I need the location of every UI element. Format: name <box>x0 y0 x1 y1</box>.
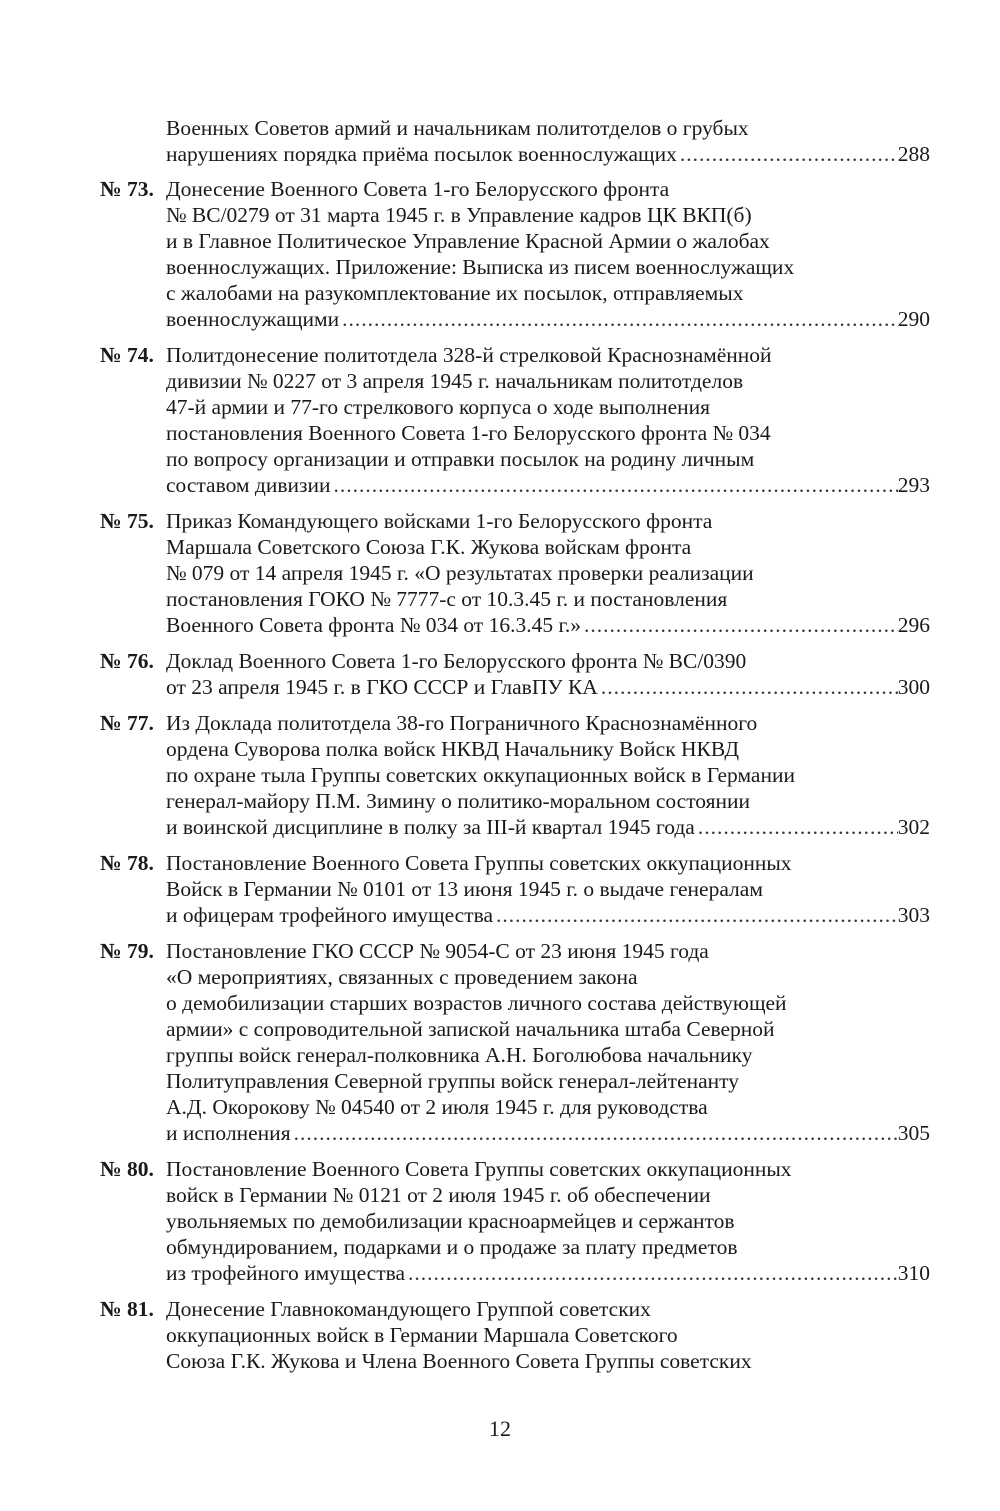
entry-line: А.Д. Окорокову № 04540 от 2 июля 1945 г. для руководства <box>166 1095 708 1119</box>
dot-leader <box>581 612 898 638</box>
page-number: 290 <box>897 307 930 331</box>
page-number: 310 <box>897 1261 930 1285</box>
entry-line: «О мероприятиях, связанных с проведением закона <box>166 965 638 989</box>
entry-line: военнослужащих. Приложение: Выписка из писем военнослужащих <box>166 255 795 279</box>
entry-line: обмундированием, подарками и о продаже за плату предметов <box>166 1235 738 1259</box>
entry-line: войск в Германии № 0121 от 2 июля 1945 г. об обеспечении <box>166 1183 711 1207</box>
entry-body <box>166 342 930 498</box>
entry-number: № 81. <box>100 1297 154 1321</box>
entry-line: Из Доклада политотдела 38-го Пограничного Краснознамённого <box>166 711 758 735</box>
toc-entry <box>100 938 930 1146</box>
entry-body <box>166 850 930 928</box>
entry-number: № 75. <box>100 509 154 533</box>
entry-line: и в Главное Политическое Управление Красной Армии о жалобах <box>166 229 770 253</box>
entry-line: и исполнения <box>166 1121 291 1145</box>
entry-line: ордена Суворова полка войск НКВД Начальнику Войск НКВД <box>166 737 740 761</box>
dot-leader <box>677 141 898 167</box>
dot-leader <box>291 1120 898 1146</box>
toc-entry <box>100 850 930 928</box>
entry-line: Приказ Командующего войсками 1-го Белорусского фронта <box>166 509 713 533</box>
entry-line: Донесение Военного Совета 1-го Белорусского фронта <box>166 177 670 201</box>
entry-last-line <box>166 674 930 700</box>
page-number: 288 <box>897 142 930 166</box>
page-number: 300 <box>897 675 930 699</box>
entry-line: постановления Военного Совета 1-го Белорусского фронта № 034 <box>166 421 771 445</box>
entry-line: Донесение Главнокомандующего Группой советских <box>166 1297 651 1321</box>
entry-line: Постановление Военного Совета Группы советских оккупационных <box>166 1157 792 1181</box>
entry-line: армии» с сопроводительной запиской начальника штаба Северной <box>166 1017 775 1041</box>
entry-body <box>166 176 930 332</box>
entry-line: Политдонесение политотдела 328-й стрелковой Краснознамённой <box>166 343 772 367</box>
entry-number: № 80. <box>100 1157 154 1181</box>
entry-line: № ВС/0279 от 31 марта 1945 г. в Управление кадров ЦК ВКП(б) <box>166 203 752 227</box>
entry-body <box>166 508 930 638</box>
entry-number: № 76. <box>100 649 154 673</box>
entry-body <box>166 648 930 700</box>
entry-last-line <box>166 1120 930 1146</box>
entry-line: военнослужащими <box>166 307 340 331</box>
entry-line: из трофейного имущества <box>166 1261 406 1285</box>
toc-entry <box>100 176 930 332</box>
entry-number: № 74. <box>100 343 154 367</box>
entry-body <box>166 115 930 167</box>
entry-last-line <box>166 814 930 840</box>
page-number: 305 <box>897 1121 930 1145</box>
entry-line: от 23 апреля 1945 г. в ГКО СССР и ГлавПУ КА <box>166 675 598 699</box>
entry-line: и воинской дисциплине в полку за III-й квартал 1945 года <box>166 815 695 839</box>
page-number: 293 <box>897 473 930 497</box>
dot-leader <box>339 306 898 332</box>
entry-line: увольняемых по демобилизации красноармейцев и сержантов <box>166 1209 735 1233</box>
entry-last-line <box>166 1260 930 1286</box>
dot-leader <box>695 814 898 840</box>
entry-line: составом дивизии <box>166 473 331 497</box>
toc-entry <box>100 710 930 840</box>
entry-number-placeholder <box>100 115 166 167</box>
entry-line: Военных Советов армий и начальникам политотделов о грубых <box>166 116 749 140</box>
toc-entry <box>100 508 930 638</box>
entry-line: Союза Г.К. Жукова и Члена Военного Совета Группы советских <box>166 1349 752 1373</box>
entry-number: № 77. <box>100 711 154 735</box>
entry-body <box>166 938 930 1146</box>
entry-last-line <box>166 472 930 498</box>
entry-line: № 079 от 14 апреля 1945 г. «О результатах проверки реализации <box>166 561 754 585</box>
entry-line: Доклад Военного Совета 1-го Белорусского фронта № ВС/0390 <box>166 649 747 673</box>
entry-body <box>166 1296 930 1374</box>
entry-line: с жалобами на разукомплектование их посылок, отправляемых <box>166 281 744 305</box>
dot-leader <box>493 902 898 928</box>
entry-line: по вопросу организации и отправки посылок на родину личным <box>166 447 755 471</box>
toc-entry <box>100 648 930 700</box>
entry-line: Военного Совета фронта № 034 от 16.3.45 г.» <box>166 613 581 637</box>
entry-last-line <box>166 612 930 638</box>
toc-entry <box>100 1156 930 1286</box>
entry-line: по охране тыла Группы советских оккупационных войск в Германии <box>166 763 795 787</box>
entry-line: Маршала Советского Союза Г.К. Жукова войскам фронта <box>166 535 692 559</box>
entry-line: о демобилизации старших возрастов личного состава действующей <box>166 991 787 1015</box>
entry-line: и офицерам трофейного имущества <box>166 903 494 927</box>
dot-leader <box>598 674 898 700</box>
entry-line: Постановление ГКО СССР № 9054-С от 23 июня 1945 года <box>166 939 709 963</box>
entry-number: № 73. <box>100 177 154 201</box>
entry-body <box>166 1156 930 1286</box>
entry-line: постановления ГОКО № 7777-с от 10.3.45 г. и постановления <box>166 587 728 611</box>
entry-line: Политуправления Северной группы войск генерал-лейтенанту <box>166 1069 740 1093</box>
entry-line: дивизии № 0227 от 3 апреля 1945 г. начальникам политотделов <box>166 369 744 393</box>
page-number: 296 <box>897 613 930 637</box>
entry-body <box>166 710 930 840</box>
entry-line: оккупационных войск в Германии Маршала Советского <box>166 1323 678 1347</box>
entry-number: № 79. <box>100 939 154 963</box>
dot-leader <box>405 1260 898 1286</box>
toc-entry <box>100 1296 930 1374</box>
entry-list <box>100 176 930 1374</box>
entry-line: нарушениях порядка приёма посылок военнослужащих <box>166 142 677 166</box>
page-number: 302 <box>897 815 930 839</box>
entry-last-line <box>166 141 930 167</box>
toc-list <box>100 115 930 1384</box>
folio-page-number: 12 <box>489 1416 511 1441</box>
entry-number: № 78. <box>100 851 154 875</box>
page-number: 303 <box>897 903 930 927</box>
entry-line: генерал-майору П.М. Зимину о политико-моральном состоянии <box>166 789 751 813</box>
entry-line: Войск в Германии № 0101 от 13 июня 1945 г. о выдаче генералам <box>166 877 763 901</box>
entry-line: Постановление Военного Совета Группы советских оккупационных <box>166 851 792 875</box>
entry-line: 47-й армии и 77-го стрелкового корпуса о ходе выполнения <box>166 395 711 419</box>
entry-last-line <box>166 306 930 332</box>
toc-entry <box>100 342 930 498</box>
entry-last-line <box>166 902 930 928</box>
toc-entry-continuation <box>100 115 930 167</box>
dot-leader <box>331 472 898 498</box>
entry-line: группы войск генерал-полковника А.Н. Боголюбова начальнику <box>166 1043 753 1067</box>
